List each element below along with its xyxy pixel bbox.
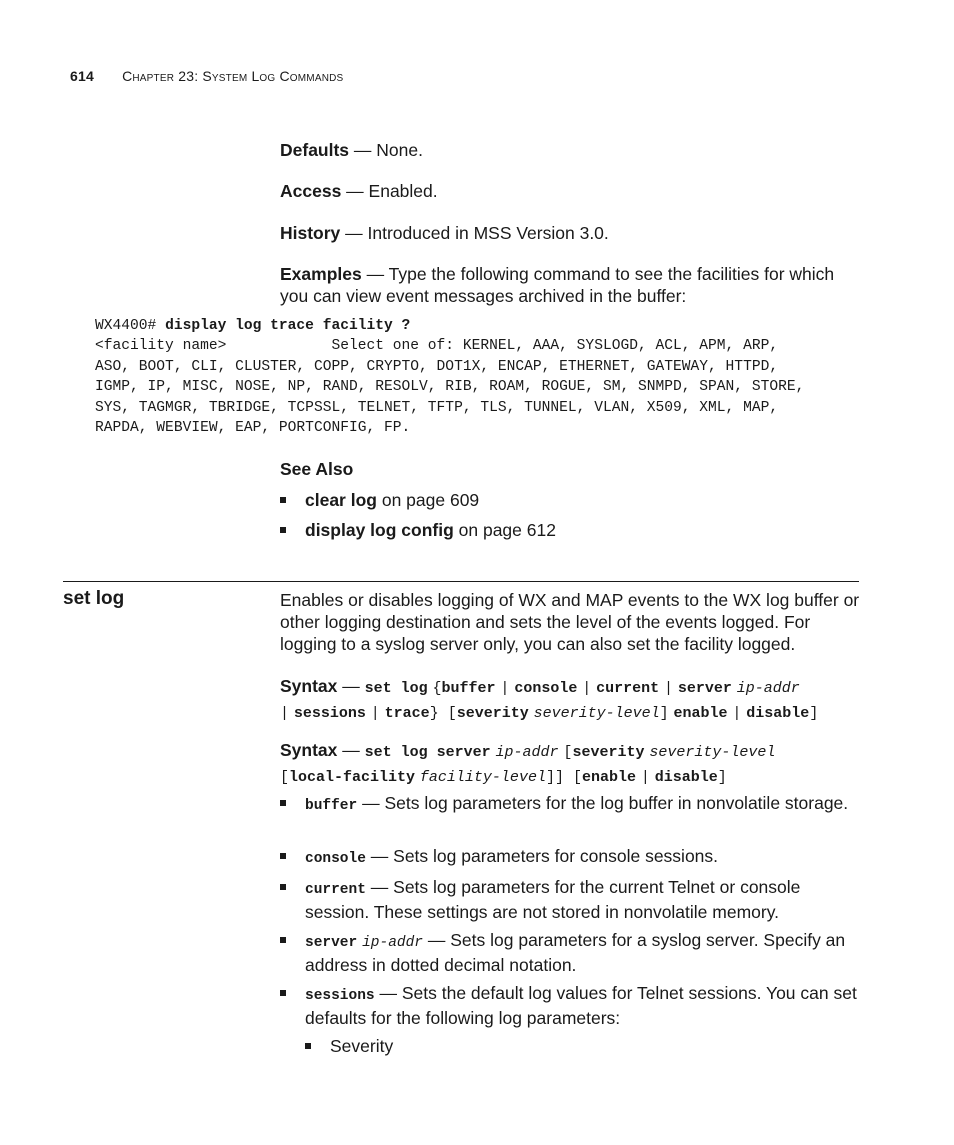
code-prompt: WX4400#: [95, 318, 166, 334]
running-header: [70, 68, 343, 84]
bullet-square-icon: [280, 884, 286, 890]
param-item: server ip-addr — Sets log parameters for a syslog server. Specify an address in dotted decimal notation.: [280, 929, 860, 976]
code-command: display log trace facility ?: [165, 318, 411, 334]
defaults-label: Defaults: [280, 140, 350, 160]
examples-text: — Type the following command to see the facilities for which you can view event messages archived in the buffer:: [280, 264, 835, 306]
param-item: sessions — Sets the default log values for Telnet sessions. You can set defaults for the following log parameters:: [280, 982, 860, 1029]
param-item: console — Sets log parameters for console sessions.: [280, 845, 860, 870]
examples-paragraph: [280, 263, 860, 307]
section-divider: [63, 581, 859, 582]
see-also-item[interactable]: clear log on page 609: [280, 489, 860, 511]
see-also-heading: See Also: [280, 459, 354, 479]
access-label: Access: [280, 181, 342, 201]
defaults-line: [280, 139, 860, 161]
bullet-square-icon: [280, 937, 286, 943]
page-number: 614: [70, 68, 94, 84]
defaults-text: — None.: [349, 140, 423, 160]
section-title: set log: [63, 588, 125, 609]
bullet-square-icon: [280, 853, 286, 859]
param-item: current — Sets log parameters for the current Telnet or console session. These settings are not stored in nonvolatile memory.: [280, 876, 860, 923]
bullet-square-icon: [280, 527, 286, 533]
syntax-line-2: Syntax — set log server ip-addr [severity severity-level [local-facility facility-level]] [enable | disable]: [280, 740, 776, 786]
syntax-line-1: Syntax — set log {buffer | console | current | server ip-addr | sessions | trace} [severity severity-level] enable | disable]: [280, 676, 819, 722]
sub-param-item: Severity: [305, 1035, 805, 1057]
see-also-link[interactable]: display log config: [305, 520, 454, 540]
bullet-square-icon: [305, 1043, 311, 1049]
history-label: History: [280, 223, 341, 243]
set-log-description: Enables or disables logging of WX and MAP events to the WX log buffer or other logging destination and sets the level of the events logged. For logging to a syslog server only, you can also set the facility logged.: [280, 590, 860, 654]
bullet-square-icon: [280, 800, 286, 806]
history-text: — Introduced in MSS Version 3.0.: [340, 223, 609, 243]
chapter-title: Chapter 23: System Log Commands: [122, 68, 344, 84]
access-line: [280, 180, 860, 202]
see-also-link[interactable]: clear log: [305, 490, 377, 510]
examples-label: Examples: [280, 264, 362, 284]
code-output: <facility name> Select one of: KERNEL, AAA, SYSLOGD, ACL, APM, ARP, ASO, BOOT, CLI, CLUSTER, COPP, CRYPTO, DOT1X, ENCAP, ETHERNET, GATEWAY, HTTPD, IGMP, IP, MISC, NOSE, NP, RAND, RESOLV, RIB, ROAM, ROGUE, SM, SNMPD, SPAN, STORE, SYS, TAGMGR, TBRIDGE, TCPSSL, TELNET, TFTP, TLS, TUNNEL, VLAN, X509, XML, MAP, RAPDA, WEBVIEW, EAP, PORTCONFIG, FP.: [95, 338, 805, 437]
param-item: buffer — Sets log parameters for the log buffer in nonvolatile storage.: [280, 792, 860, 817]
example-code-block: [95, 316, 804, 438]
access-text: — Enabled.: [341, 181, 438, 201]
history-line: [280, 222, 860, 244]
bullet-square-icon: [280, 497, 286, 503]
bullet-square-icon: [280, 990, 286, 996]
see-also-item[interactable]: display log config on page 612: [280, 519, 860, 541]
